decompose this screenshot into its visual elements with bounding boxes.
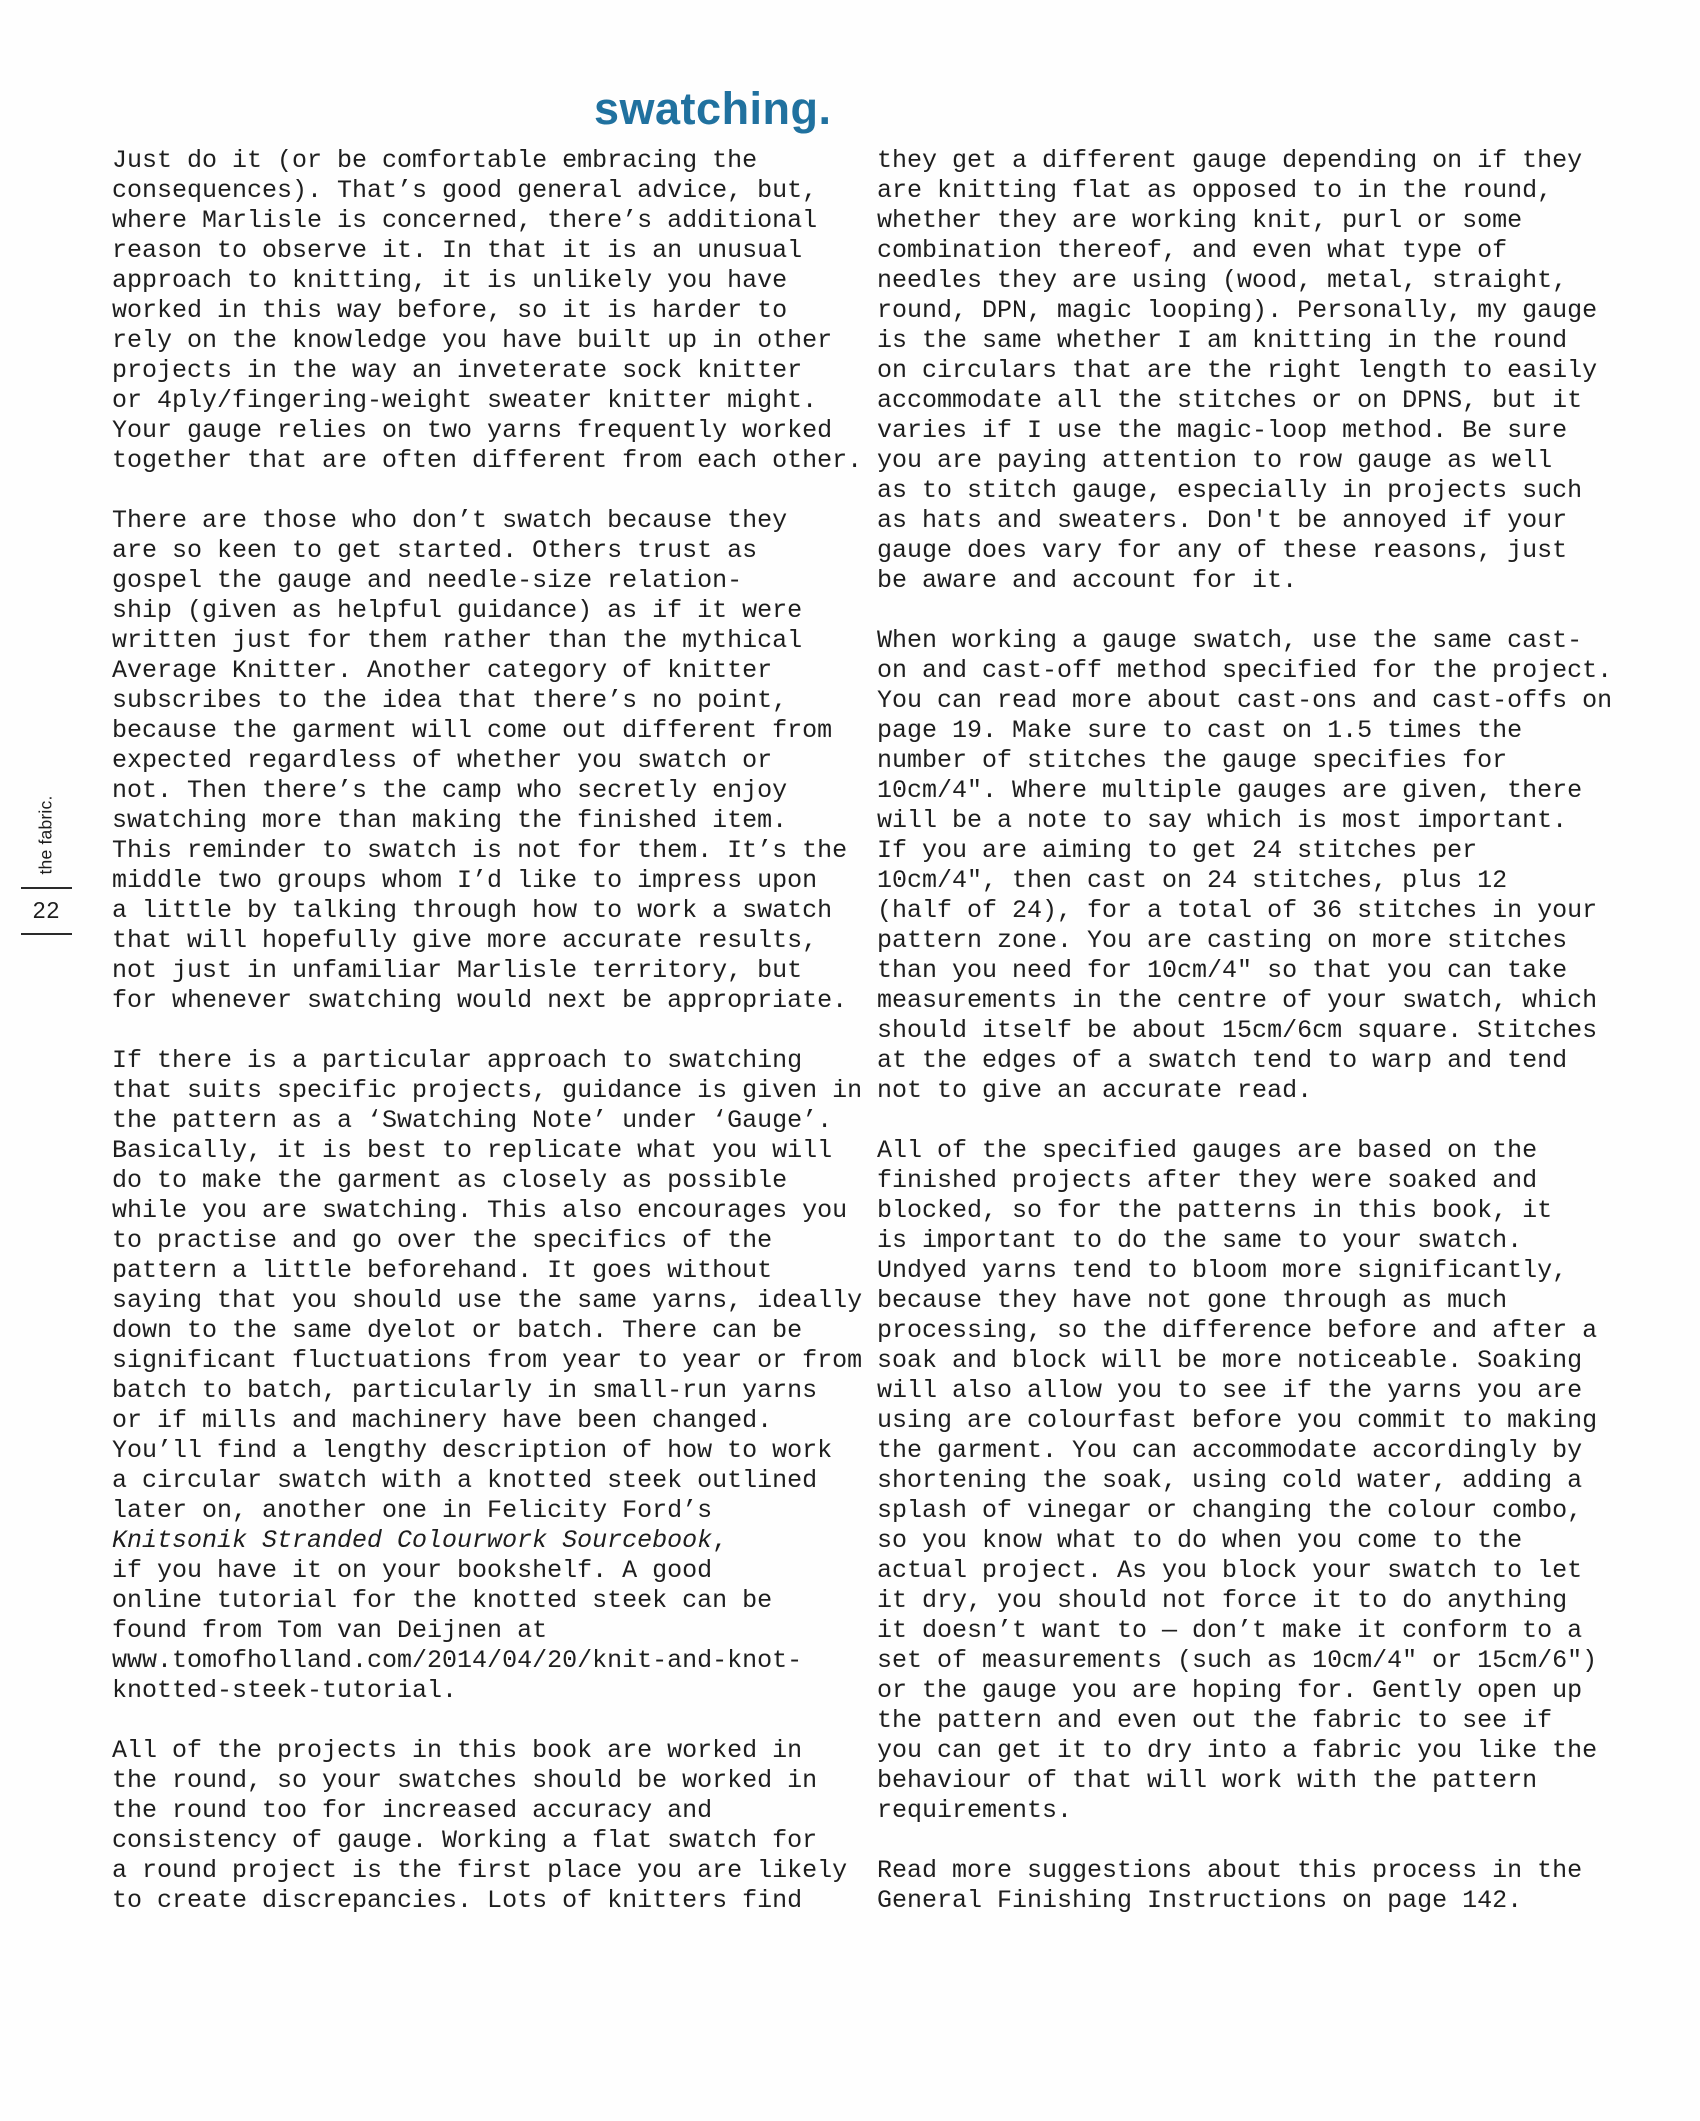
text-segment: requirements.: [877, 1796, 1073, 1825]
right-column: [877, 146, 1629, 1916]
text-line: [112, 896, 864, 926]
text-segment: you can get it to dry into a fabric you like the: [877, 1736, 1598, 1765]
text-segment: found from Tom van Deijnen at: [112, 1616, 548, 1645]
text-segment: whether they are working knit, purl or some: [877, 206, 1523, 235]
text-line: [877, 1736, 1629, 1766]
text-line: [112, 326, 864, 356]
paragraph: [112, 146, 864, 476]
page-title: swatching.: [594, 83, 832, 134]
text-segment: ,: [712, 1526, 728, 1555]
text-segment: the pattern and even out the fabric to see if: [877, 1706, 1553, 1735]
text-segment: All of the specified gauges are based on the: [877, 1136, 1538, 1165]
text-segment: or if mills and machinery have been changed.: [112, 1406, 773, 1435]
text-line: [877, 1046, 1629, 1076]
text-line: [877, 1676, 1629, 1706]
text-line: [112, 1616, 864, 1646]
text-segment: gauge does vary for any of these reasons, just: [877, 536, 1568, 565]
text-line: [112, 1496, 864, 1526]
text-segment: rely on the knowledge you have built up in other: [112, 326, 833, 355]
text-segment: are knitting flat as opposed to in the round,: [877, 176, 1553, 205]
text-line: [877, 1496, 1629, 1526]
text-line: [877, 1136, 1629, 1166]
text-segment: worked in this way before, so it is harder to: [112, 296, 788, 325]
text-line: [112, 776, 864, 806]
text-line: [877, 1196, 1629, 1226]
text-line: [877, 566, 1629, 596]
text-segment: as hats and sweaters. Don't be annoyed if your: [877, 506, 1568, 535]
text-line: [112, 416, 864, 446]
text-line: [877, 1586, 1629, 1616]
text-segment: set of measurements (such as 10cm/4″ or 15cm/6″): [877, 1646, 1598, 1675]
text-segment: are so keen to get started. Others trust as: [112, 536, 758, 565]
text-line: [112, 1346, 864, 1376]
text-segment: using are colourfast before you commit to making: [877, 1406, 1598, 1435]
text-segment: is the same whether I am knitting in the round: [877, 326, 1568, 355]
text-segment: a little by talking through how to work a swatch: [112, 896, 833, 925]
text-segment: swatching more than making the finished item.: [112, 806, 788, 835]
text-segment: on circulars that are the right length to easily: [877, 356, 1598, 385]
text-segment: 10cm/4″, then cast on 24 stitches, plus 12: [877, 866, 1508, 895]
text-line: [877, 176, 1629, 206]
text-segment: will also allow you to see if the yarns you are: [877, 1376, 1583, 1405]
text-segment: reason to observe it. In that it is an unusual: [112, 236, 803, 265]
text-line: [112, 1886, 864, 1916]
text-line: [112, 686, 864, 716]
text-line: [112, 1436, 864, 1466]
text-line: [112, 1826, 864, 1856]
text-line: [877, 926, 1629, 956]
section-label: the fabric.: [35, 795, 56, 875]
paragraph: [112, 1736, 864, 1916]
text-segment: because the garment will come out different from: [112, 716, 833, 745]
text-line: [877, 386, 1629, 416]
text-line: [112, 356, 864, 386]
text-segment: be aware and account for it.: [877, 566, 1298, 595]
text-segment: to practise and go over the specifics of the: [112, 1226, 773, 1255]
text-segment: later on, another one in Felicity Ford’s: [112, 1496, 713, 1525]
text-segment: a round project is the first place you are likely: [112, 1856, 848, 1885]
text-segment: batch to batch, particularly in small-run yarns: [112, 1376, 818, 1405]
text-line: [877, 266, 1629, 296]
text-segment: should itself be about 15cm/6cm square. Stitches: [877, 1016, 1598, 1045]
text-line: [877, 1286, 1629, 1316]
text-line: [112, 746, 864, 776]
text-segment: where Marlisle is concerned, there’s additional: [112, 206, 818, 235]
text-line: [877, 1316, 1629, 1346]
text-segment: or the gauge you are hoping for. Gently open up: [877, 1676, 1583, 1705]
text-line: [877, 1856, 1629, 1886]
text-line: [112, 716, 864, 746]
text-segment: that suits specific projects, guidance is given in: [112, 1076, 863, 1105]
text-line: [112, 1256, 864, 1286]
paragraph: [877, 1856, 1629, 1916]
text-segment: processing, so the difference before and after a: [877, 1316, 1598, 1345]
text-segment: This reminder to swatch is not for them. It’s the: [112, 836, 848, 865]
text-line: [877, 1436, 1629, 1466]
text-line: [112, 236, 864, 266]
text-line: [877, 356, 1629, 386]
text-line: [877, 716, 1629, 746]
text-line: [112, 1376, 864, 1406]
text-segment: knotted-steek-tutorial.: [112, 1676, 458, 1705]
text-segment: for whenever swatching would next be appropriate.: [112, 986, 848, 1015]
text-line: [112, 266, 864, 296]
text-segment: needles they are using (wood, metal, straight,: [877, 266, 1568, 295]
text-line: [112, 1076, 864, 1106]
text-segment: page 19. Make sure to cast on 1.5 times the: [877, 716, 1523, 745]
text-segment: splash of vinegar or changing the colour combo,: [877, 1496, 1583, 1525]
text-segment: written just for them rather than the mythical: [112, 626, 803, 655]
text-line: [112, 1736, 864, 1766]
text-segment: do to make the garment as closely as possible: [112, 1166, 788, 1195]
text-line: [112, 806, 864, 836]
text-line: [877, 1016, 1629, 1046]
text-line: [112, 506, 864, 536]
text-line: [877, 1256, 1629, 1286]
text-segment: a circular swatch with a knotted steek outlined: [112, 1466, 818, 1495]
text-line: [877, 1526, 1629, 1556]
text-line: [877, 1556, 1629, 1586]
text-segment: together that are often different from each other.: [112, 446, 863, 475]
text-segment: the garment. You can accommodate accordingly by: [877, 1436, 1583, 1465]
text-line: [112, 146, 864, 176]
text-line: [877, 476, 1629, 506]
page-number: 22: [32, 897, 61, 923]
page-number-block: [21, 887, 72, 935]
text-segment: they get a different gauge depending on if they: [877, 146, 1583, 175]
text-segment: while you are swatching. This also encourages you: [112, 1196, 848, 1225]
text-line: [877, 206, 1629, 236]
text-line: [877, 1466, 1629, 1496]
text-line: [112, 656, 864, 686]
text-line: [877, 866, 1629, 896]
text-line: [877, 536, 1629, 566]
text-segment: than you need for 10cm/4″ so that you can take: [877, 956, 1568, 985]
text-segment: it doesn’t want to — don’t make it conform to a: [877, 1616, 1583, 1645]
text-line: [112, 866, 864, 896]
text-line: [877, 1166, 1629, 1196]
text-segment: expected regardless of whether you swatch or: [112, 746, 773, 775]
text-segment: saying that you should use the same yarns, ideally: [112, 1286, 863, 1315]
text-line: [112, 1196, 864, 1226]
text-line: [112, 446, 864, 476]
text-segment: round, DPN, magic looping). Personally, my gauge: [877, 296, 1598, 325]
text-segment: subscribes to the idea that there’s no point,: [112, 686, 788, 715]
text-segment: approach to knitting, it is unlikely you have: [112, 266, 788, 295]
text-segment: or 4ply/fingering-weight sweater knitter might.: [112, 386, 818, 415]
text-segment: the round too for increased accuracy and: [112, 1796, 713, 1825]
text-line: [112, 1136, 864, 1166]
text-segment: Just do it (or be comfortable embracing the: [112, 146, 758, 175]
text-line: [112, 836, 864, 866]
text-segment: You can read more about cast-ons and cast-offs on: [877, 686, 1613, 715]
text-segment: middle two groups whom I’d like to impress upon: [112, 866, 818, 895]
text-segment: consequences). That’s good general advice, but,: [112, 176, 818, 205]
text-line: [112, 626, 864, 656]
text-segment: Average Knitter. Another category of knitter: [112, 656, 773, 685]
text-segment: that will hopefully give more accurate results,: [112, 926, 818, 955]
text-line: [877, 776, 1629, 806]
text-segment: consistency of gauge. Working a flat swatch for: [112, 1826, 818, 1855]
text-segment: not just in unfamiliar Marlisle territory, but: [112, 956, 803, 985]
text-line: [112, 1646, 864, 1676]
text-segment: so you know what to do when you come to the: [877, 1526, 1523, 1555]
text-line: [877, 626, 1629, 656]
text-line: [112, 1676, 864, 1706]
text-segment: significant fluctuations from year to year or from: [112, 1346, 863, 1375]
text-line: [112, 1106, 864, 1136]
text-line: [877, 446, 1629, 476]
text-segment: If you are aiming to get 24 stitches per: [877, 836, 1478, 865]
text-segment: soak and block will be more noticeable. Soaking: [877, 1346, 1583, 1375]
text-segment: online tutorial for the knotted steek can be: [112, 1586, 773, 1615]
text-segment: varies if I use the magic-loop method. Be sure: [877, 416, 1568, 445]
text-segment: All of the projects in this book are worked in: [112, 1736, 803, 1765]
text-segment: www.tomofholland.com/2014/04/20/knit-and-knot-: [112, 1646, 803, 1675]
text-segment: General Finishing Instructions on page 142.: [877, 1886, 1523, 1915]
text-segment: pattern zone. You are casting on more stitches: [877, 926, 1568, 955]
text-segment: measurements in the centre of your swatch, which: [877, 986, 1598, 1015]
text-segment: down to the same dyelot or batch. There can be: [112, 1316, 803, 1345]
text-line: [112, 956, 864, 986]
text-line: [112, 296, 864, 326]
text-line: [877, 806, 1629, 836]
text-segment: as to stitch gauge, especially in projects such: [877, 476, 1583, 505]
text-line: [112, 176, 864, 206]
text-line: [112, 1856, 864, 1886]
book-title-text: Knitsonik Stranded Colourwork Sourcebook: [112, 1526, 713, 1555]
text-segment: shortening the soak, using cold water, adding a: [877, 1466, 1583, 1495]
text-line: [877, 1766, 1629, 1796]
text-segment: on and cast-off method specified for the project.: [877, 656, 1613, 685]
text-segment: at the edges of a swatch tend to warp and tend: [877, 1046, 1568, 1075]
text-segment: if you have it on your bookshelf. A good: [112, 1556, 713, 1585]
text-segment: Your gauge relies on two yarns frequently worked: [112, 416, 833, 445]
text-segment: If there is a particular approach to swatching: [112, 1046, 803, 1075]
text-line: [877, 686, 1629, 716]
text-line: [112, 1556, 864, 1586]
text-line: [112, 536, 864, 566]
text-line: [112, 1226, 864, 1256]
text-line: [877, 296, 1629, 326]
text-line: [877, 1376, 1629, 1406]
text-segment: actual project. As you block your swatch to let: [877, 1556, 1583, 1585]
paragraph: [112, 1046, 864, 1706]
paragraph: [877, 1136, 1629, 1826]
text-line: [877, 416, 1629, 446]
text-line: [112, 386, 864, 416]
text-line: [877, 1796, 1629, 1826]
text-segment: There are those who don’t swatch because they: [112, 506, 788, 535]
text-segment: to create discrepancies. Lots of knitters find: [112, 1886, 803, 1915]
text-segment: will be a note to say which is most important.: [877, 806, 1568, 835]
text-line: [877, 1406, 1629, 1436]
text-line: [112, 1466, 864, 1496]
text-line: [877, 896, 1629, 926]
text-segment: 10cm/4″. Where multiple gauges are given, there: [877, 776, 1583, 805]
paragraph: [877, 626, 1629, 1106]
text-line: [112, 1316, 864, 1346]
text-segment: number of stitches the gauge specifies for: [877, 746, 1508, 775]
text-line: [112, 206, 864, 236]
text-line: [877, 506, 1629, 536]
text-segment: pattern a little beforehand. It goes without: [112, 1256, 773, 1285]
text-line: [112, 1526, 864, 1556]
text-line: [112, 1286, 864, 1316]
text-line: [112, 1046, 864, 1076]
text-segment: projects in the way an inveterate sock knitter: [112, 356, 803, 385]
text-segment: gospel the gauge and needle-size relation-: [112, 566, 743, 595]
text-segment: combination thereof, and even what type of: [877, 236, 1508, 265]
text-segment: accommodate all the stitches or on DPNS, but it: [877, 386, 1583, 415]
divider-bottom: [21, 933, 72, 935]
text-segment: finished projects after they were soaked and: [877, 1166, 1538, 1195]
text-segment: you are paying attention to row gauge as well: [877, 446, 1553, 475]
text-segment: Undyed yarns tend to bloom more significantly,: [877, 1256, 1568, 1285]
text-line: [877, 1226, 1629, 1256]
text-segment: it dry, you should not force it to do anything: [877, 1586, 1568, 1615]
text-line: [877, 1346, 1629, 1376]
text-line: [877, 326, 1629, 356]
left-column: [112, 146, 864, 1916]
paragraph: [877, 146, 1629, 596]
paragraph: [112, 506, 864, 1016]
text-segment: (half of 24), for a total of 36 stitches in your: [877, 896, 1598, 925]
text-segment: ship (given as helpful guidance) as if it were: [112, 596, 803, 625]
text-line: [112, 926, 864, 956]
text-line: [877, 836, 1629, 866]
text-line: [877, 1706, 1629, 1736]
text-line: [877, 1076, 1629, 1106]
text-segment: the pattern as a ‘Swatching Note’ under ‘Gauge’.: [112, 1106, 833, 1135]
text-line: [112, 1586, 864, 1616]
text-segment: blocked, so for the patterns in this book, it: [877, 1196, 1553, 1225]
text-segment: When working a gauge swatch, use the same cast-: [877, 626, 1583, 655]
text-segment: behaviour of that will work with the pattern: [877, 1766, 1538, 1795]
text-line: [112, 596, 864, 626]
text-line: [877, 746, 1629, 776]
text-segment: not to give an accurate read.: [877, 1076, 1313, 1105]
text-line: [112, 1166, 864, 1196]
text-segment: Read more suggestions about this process in the: [877, 1856, 1583, 1885]
text-segment: because they have not gone through as much: [877, 1286, 1508, 1315]
text-line: [112, 566, 864, 596]
text-line: [877, 1616, 1629, 1646]
text-line: [112, 1406, 864, 1436]
text-line: [112, 986, 864, 1016]
text-line: [877, 656, 1629, 686]
text-line: [112, 1766, 864, 1796]
text-segment: not. Then there’s the camp who secretly enjoy: [112, 776, 788, 805]
text-segment: Basically, it is best to replicate what you will: [112, 1136, 833, 1165]
text-segment: You’ll find a lengthy description of how to work: [112, 1436, 833, 1465]
text-line: [877, 236, 1629, 266]
text-line: [877, 1886, 1629, 1916]
text-line: [112, 1796, 864, 1826]
text-segment: the round, so your swatches should be worked in: [112, 1766, 818, 1795]
text-line: [877, 146, 1629, 176]
text-segment: is important to do the same to your swatch.: [877, 1226, 1523, 1255]
text-line: [877, 986, 1629, 1016]
text-line: [877, 956, 1629, 986]
text-line: [877, 1646, 1629, 1676]
